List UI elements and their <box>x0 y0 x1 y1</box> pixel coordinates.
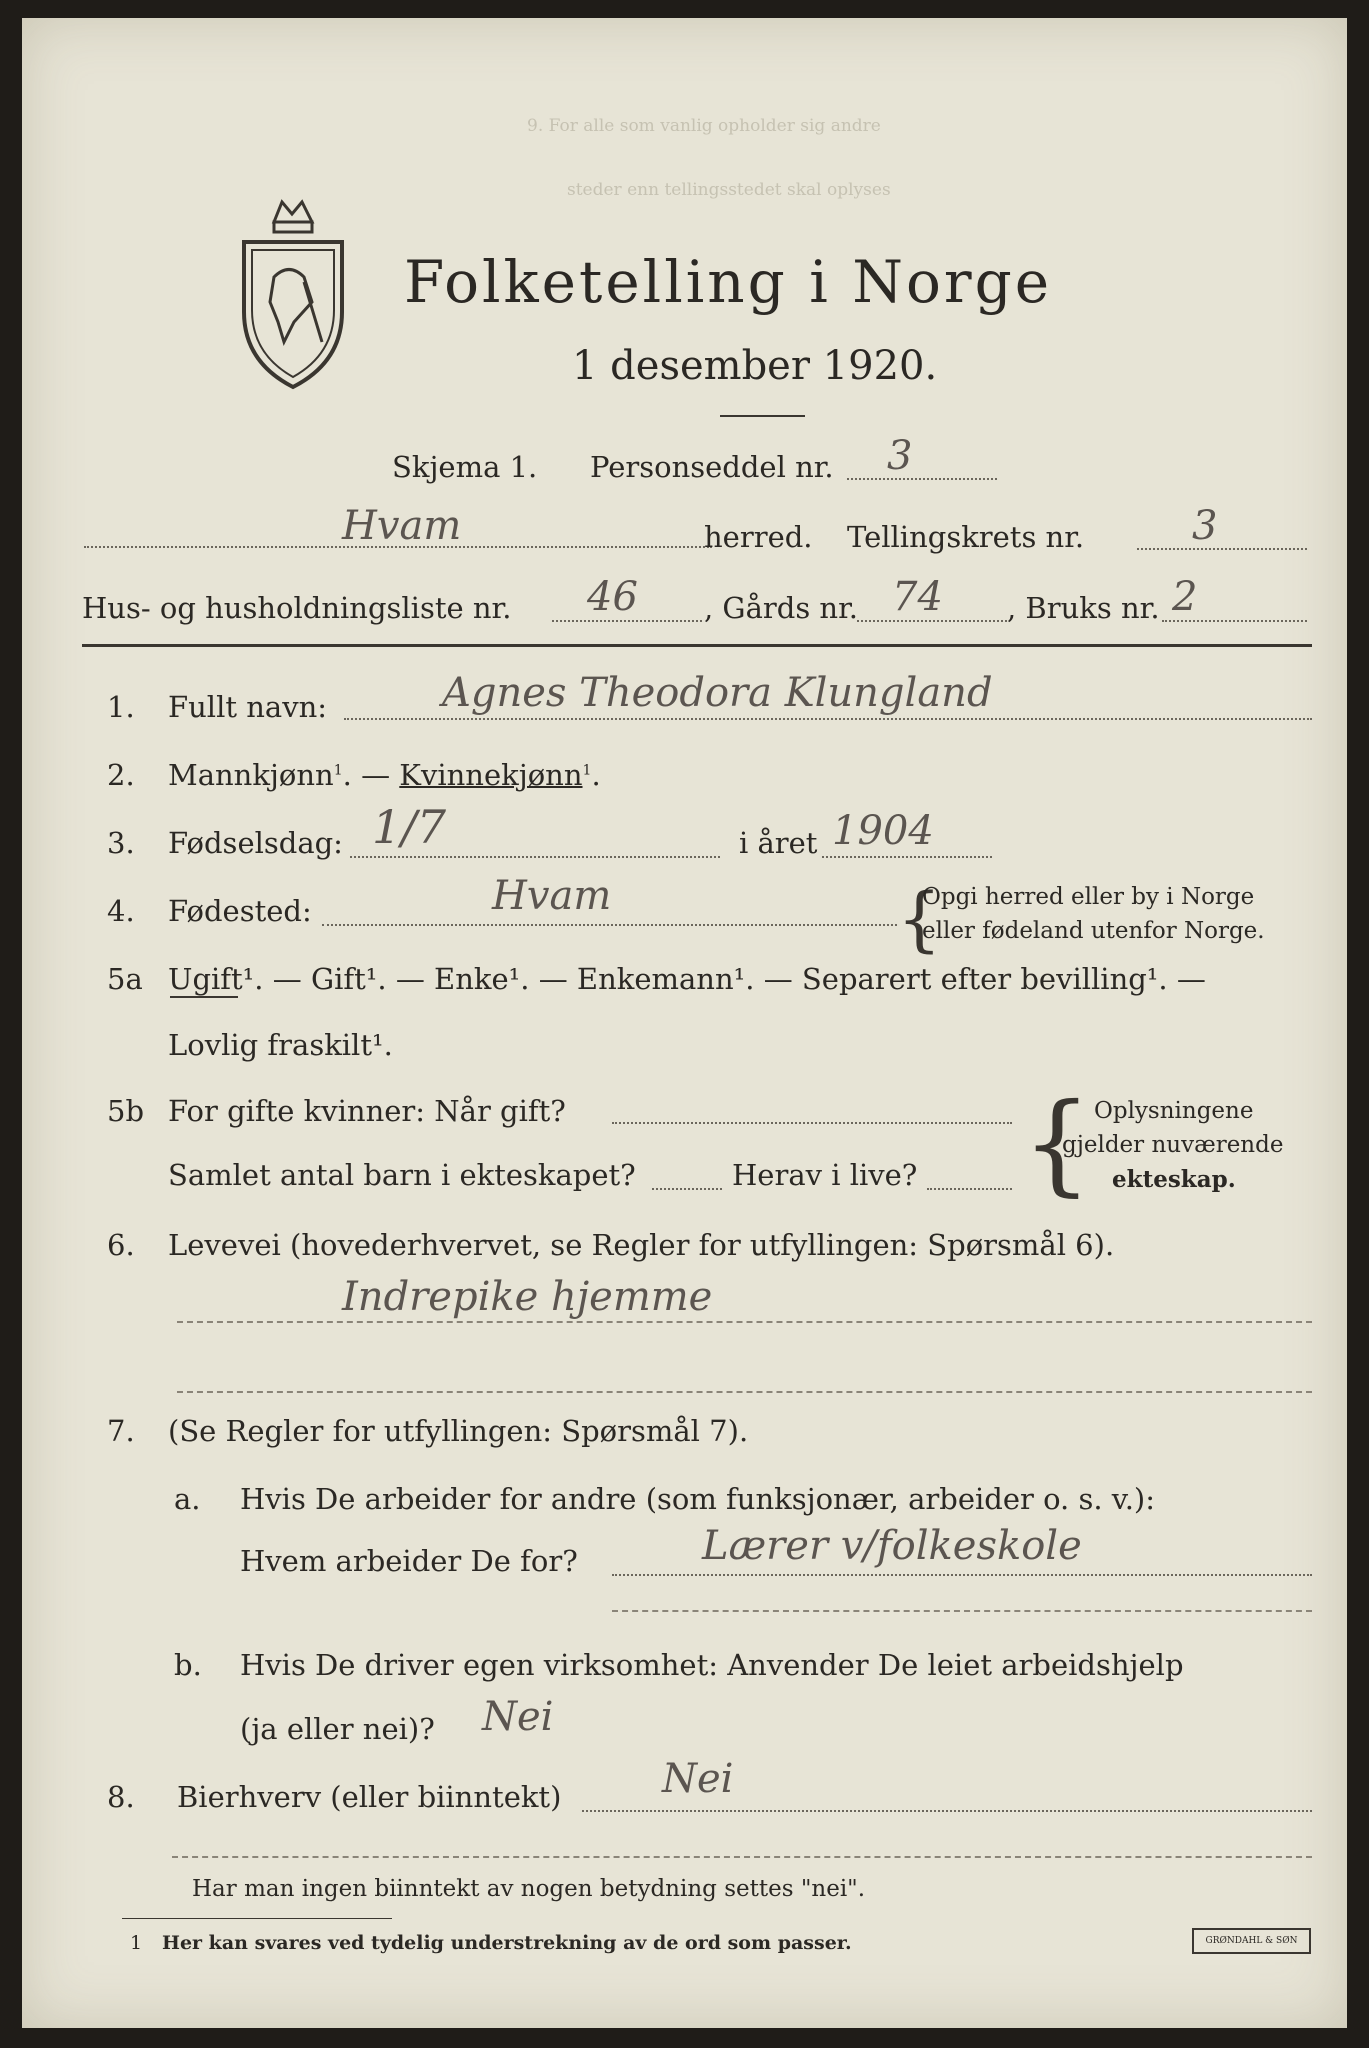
full-name-value[interactable]: Agnes Theodora Klungland <box>442 670 993 716</box>
q7-number: 7. <box>107 1414 135 1448</box>
marriage-note-2: gjelder nuværende <box>1062 1132 1284 1158</box>
skjema-label: Skjema 1. <box>392 450 538 484</box>
q1-number: 1. <box>107 690 135 724</box>
herred-label: herred. <box>704 520 813 554</box>
q2-number: 2. <box>107 758 135 792</box>
marital-status-divorced[interactable]: Lovlig fraskilt¹. <box>168 1028 393 1062</box>
q6-number: 6. <box>107 1228 135 1262</box>
birthday-value[interactable]: 1/7 <box>372 800 447 854</box>
tellingskrets-value[interactable]: 3 <box>1192 503 1218 549</box>
sex-options: Mannkjønn$^1$. — Kvinnekjønn$^1$. <box>168 758 601 792</box>
personseddel-value[interactable]: 3 <box>887 433 913 479</box>
hired-help-label: (ja eller nei)? <box>240 1712 435 1746</box>
ugift-underline <box>170 996 238 998</box>
employer-value[interactable]: Lærer v/folkeskole <box>702 1523 1082 1569</box>
marital-status-options[interactable]: Ugift¹. — Gift¹. — Enke¹. — Enkemann¹. — Separert efter bevilling¹. — <box>168 962 1206 996</box>
q3-number: 3. <box>107 826 135 860</box>
q5b-number: 5b <box>107 1094 145 1128</box>
q5a-number: 5a <box>107 962 143 996</box>
husholdningsliste-label: Hus- og husholdningsliste nr. <box>82 591 512 625</box>
census-form-page: 9. For alle som vanlig opholder sig andre steder enn tellingsstedet skal oplyses Folketelling i Norge 1 desember 1920. Skjema 1. Personseddel nr. 3 Hvam herred. Tellingskrets nr. 3 Hus- og husholdningsliste nr. 46 , Gårds nr. 74 , Bruks nr. 2 1. Fullt navn: Agnes Theodora Klungland 2. Mannkjønn$^1$. — Kvinnekjønn$^1$. 3. Fødselsdag: 1/7 i året 1904 4. Fødested: Hvam { Opgi herred eller by i Norge eller fødeland utenfor Norge. 5a Ugift¹. — Gift¹. — Enke¹. — Enkemann¹. — Separert efter bevilling¹. — Lovlig fraskilt¹. 5b For gifte kvinner: Når gift? Samlet antal barn i ekteskapet? Herav i live? { Oplysningene gjelder nuværende ekteskap. 6. Levevei (hovederhvervet, se Regler for utfyllingen: Spørsmål 6). Indrepike hjemme 7. (Se Regler for utfyllingen: Spørsmål 7). a. Hvis De arbeider for andre (som funksjonær, arbeider o. s. v.): Hvem arbeider De for? Lærer v/folkeskole b. Hvis De driver egen virksomhet: Anvender De leiet arbeidshjelp (ja eller nei)? Nei 8. Bierhverv (eller biinntekt) Nei Har man ingen biinntekt av nogen betydning settes "nei". 1 Her kan svares ved tydelig understrekning av de ord som passer. GRØNDAHL & SØN <box>22 18 1347 2028</box>
birthplace-note-1: Opgi herred eller by i Norge <box>922 884 1255 910</box>
personseddel-label: Personseddel nr. <box>590 450 834 484</box>
bruks-label: , Bruks nr. <box>1007 591 1160 625</box>
employer-question: Hvis De arbeider for andre (som funksjonær, arbeider o. s. v.): <box>240 1482 1156 1516</box>
occupation-value[interactable]: Indrepike hjemme <box>342 1274 713 1320</box>
q8-number: 8. <box>107 1780 135 1814</box>
census-date: 1 desember 1920. <box>572 343 938 389</box>
side-income-label: Bierhverv (eller biinntekt) <box>177 1780 562 1814</box>
full-name-label: Fullt navn: <box>168 690 328 724</box>
footnote-text: Her kan svares ved tydelig understrekning av de ord som passer. <box>162 1932 852 1954</box>
birth-year-value[interactable]: 1904 <box>832 808 934 854</box>
q7a-letter: a. <box>174 1482 201 1516</box>
children-alive-label: Herav i live? <box>732 1158 918 1192</box>
side-income-value[interactable]: Nei <box>662 1756 734 1802</box>
birthday-label: Fødselsdag: <box>168 826 343 860</box>
husholdningsliste-value[interactable]: 46 <box>587 574 638 620</box>
form-title: Folketelling i Norge <box>404 248 1053 316</box>
tellingskrets-label: Tellingskrets nr. <box>847 520 1085 554</box>
marriage-note-1: Oplysningene <box>1094 1098 1254 1124</box>
hired-help-value[interactable]: Nei <box>482 1694 554 1740</box>
bleed-through-text: 9. For alle som vanlig opholder sig andre <box>527 116 881 136</box>
footnote-number: 1 <box>130 1932 143 1954</box>
own-business-question: Hvis De driver egen virksomhet: Anvender De leiet arbeidshjelp <box>240 1648 1184 1682</box>
birthplace-label: Fødested: <box>168 894 312 928</box>
q7b-letter: b. <box>174 1648 202 1682</box>
q7-label: (Se Regler for utfyllingen: Spørsmål 7). <box>168 1414 749 1448</box>
title-divider <box>720 415 805 417</box>
children-count-label: Samlet antal barn i ekteskapet? <box>168 1158 636 1192</box>
printer-stamp: GRØNDAHL & SØN <box>1192 1928 1311 1954</box>
bleed-through-text: steder enn tellingsstedet skal oplyses <box>567 180 891 200</box>
coat-of-arms-icon <box>234 182 352 392</box>
employer-label: Hvem arbeider De for? <box>240 1544 578 1578</box>
header-divider <box>82 644 1312 647</box>
when-married-label: For gifte kvinner: Når gift? <box>168 1094 566 1128</box>
herred-value[interactable]: Hvam <box>342 503 462 549</box>
occupation-label: Levevei (hovederhvervet, se Regler for utfyllingen: Spørsmål 6). <box>168 1228 1115 1262</box>
birthplace-note-2: eller fødeland utenfor Norge. <box>922 918 1265 944</box>
gards-value[interactable]: 74 <box>892 574 943 620</box>
birth-year-label: i året <box>739 826 818 860</box>
birthplace-value[interactable]: Hvam <box>492 873 612 919</box>
bruks-value[interactable]: 2 <box>1172 574 1198 620</box>
gards-label: , Gårds nr. <box>704 591 858 625</box>
footer-note: Har man ingen biinntekt av nogen betydning settes "nei". <box>192 1876 866 1902</box>
sex-male-option[interactable]: Mannkjønn <box>168 758 334 792</box>
sex-female-option[interactable]: Kvinnekjønn <box>399 758 583 792</box>
q4-number: 4. <box>107 894 135 928</box>
marriage-note-3: ekteskap. <box>1112 1166 1236 1193</box>
